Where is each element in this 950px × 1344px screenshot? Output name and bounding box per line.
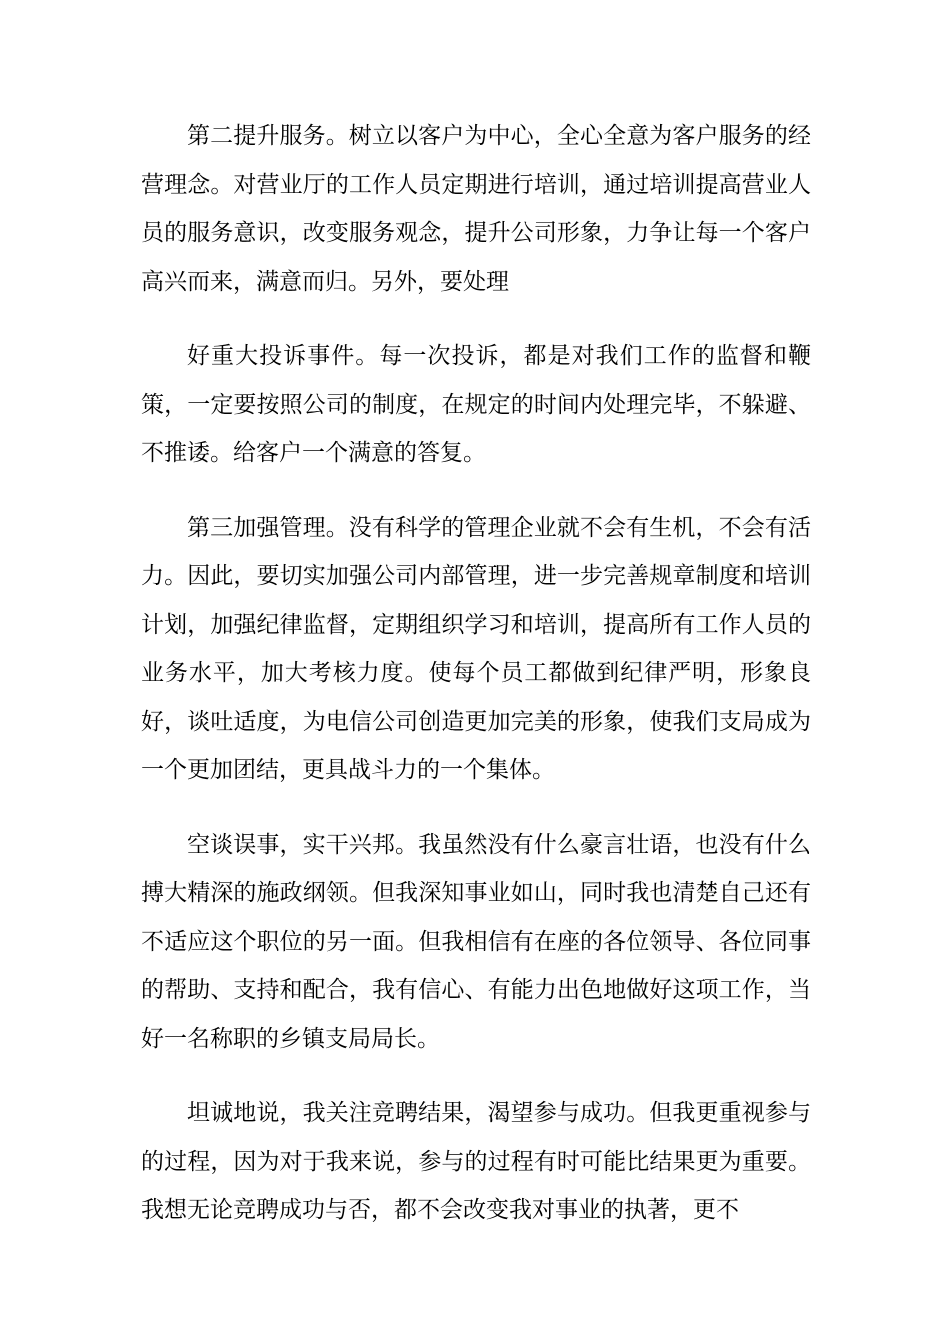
paragraph-service: 第二提升服务。树立以客户为中心，全心全意为客户服务的经营理念。对营业厅的工作人员定期进行培训，通过培训提高营业人员的服务意识，改变服务观念，提升公司形象，力争让每一个客户高兴而来，满意而归。另外，要处理 (141, 123, 811, 295)
paragraph-complaints: 好重大投诉事件。每一次投诉，都是对我们工作的监督和鞭策，一定要按照公司的制度，在规定的时间内处理完毕，不躲避、不推诿。给客户一个满意的答复。 (141, 343, 811, 466)
paragraph-candid: 坦诚地说，我关注竞聘结果，渴望参与成功。但我更重视参与的过程，因为对于我来说，参与的过程有时可能比结果更为重要。我想无论竞聘成功与否，都不会改变我对事业的执著，更不 (141, 1100, 811, 1223)
paragraph-action: 空谈误事，实干兴邦。我虽然没有什么豪言壮语，也没有什么搏大精深的施政纲领。但我深知事业如山，同时我也清楚自己还有不适应这个职位的另一面。但我相信有在座的各位领导、各位同事的帮助、支持和配合，我有信心、有能力出色地做好这项工作，当好一名称职的乡镇支局局长。 (141, 831, 811, 1052)
paragraph-management: 第三加强管理。没有科学的管理企业就不会有生机，不会有活力。因此，要切实加强公司内部管理，进一步完善规章制度和培训计划，加强纪律监督，定期组织学习和培训，提高所有工作人员的业务水平，加大考核力度。使每个员工都做到纪律严明，形象良好，谈吐适度，为电信公司创造更加完美的形象，使我们支局成为一个更加团结，更具战斗力的一个集体。 (141, 514, 811, 783)
document-body (141, 112, 811, 1261)
